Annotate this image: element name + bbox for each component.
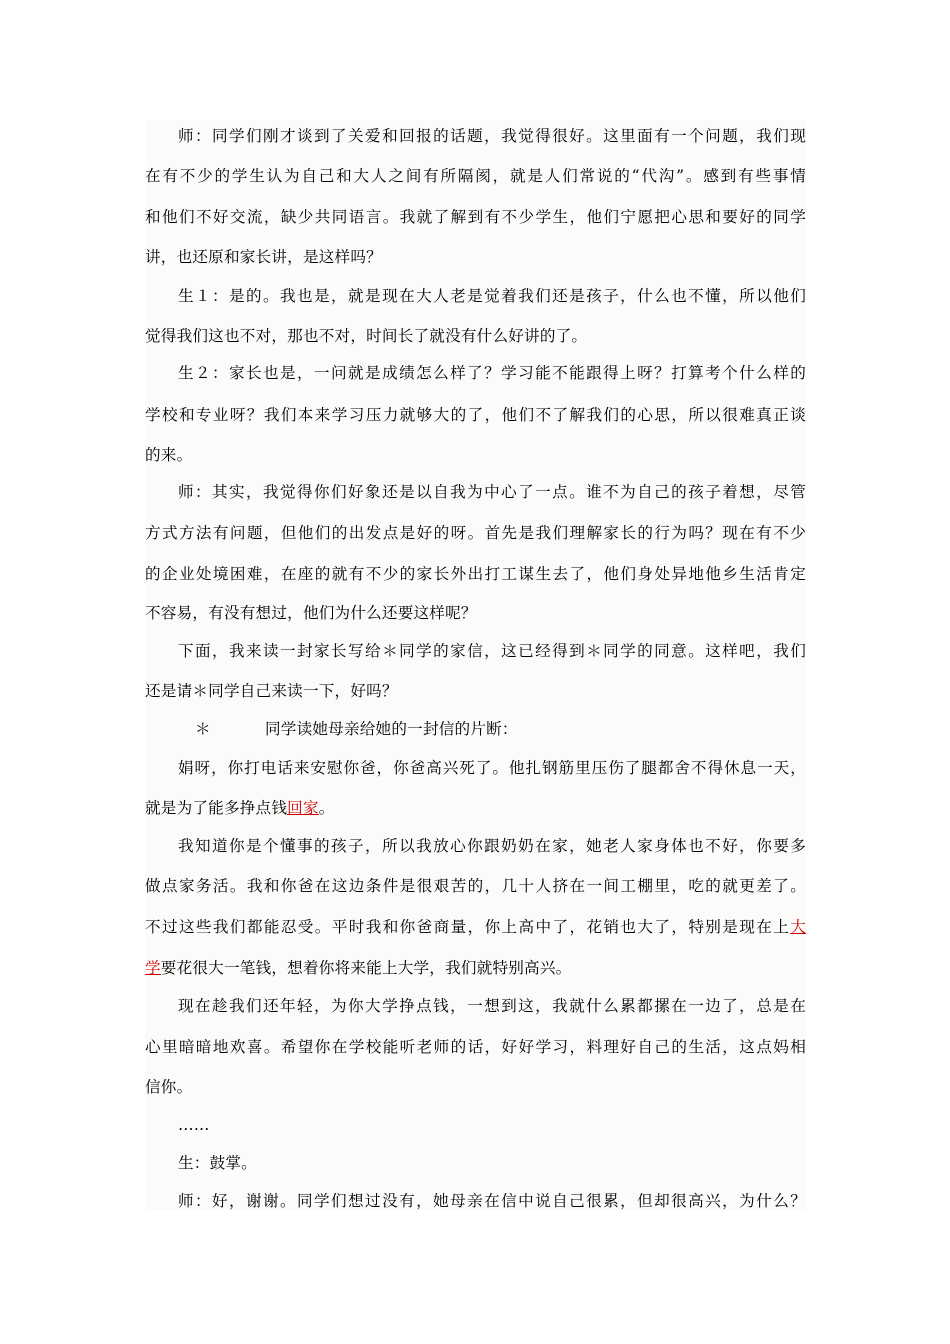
paragraph-student-1-line-1: 生１：是的。我也是，就是现在大人老是觉着我们还是孩子，什么也不懂，所以他们 [178,287,806,305]
paragraph-teacher-1-line-3: 和他们不好交流，缺少共同语言。我就了解到有不少学生，他们宁愿把心思和要好的同学 [145,208,806,226]
paragraph-teacher-2-line-2: 方式方法有问题，但他们的出发点是好的呀。首先是我们理解家长的行为吗？现在有不少 [145,524,806,542]
paragraph-letter-3-line-2: 心里暗暗地欢喜。希望你在学校能听老师的话，好好学习，料理好自己的生活，这点妈相 [145,1038,806,1056]
paragraph-student-2-line-3: 的来。 [145,446,193,464]
paragraph-student-1-line-2: 觉得我们这也不对，那也不对，时间长了就没有什么好讲的了。 [145,327,588,345]
paragraph-letter-2-line-2: 做点家务活。我和你爸在这边条件是很艰苦的，几十人挤在一间工棚里，吃的就更差了。 [145,877,806,895]
paragraph-letter-3-line-3: 信你。 [145,1078,193,1096]
paragraph-teacher-4: 师：好，谢谢。同学们想过没有，她母亲在信中说自己很累，但却很高兴，为什么？ [178,1192,806,1210]
paragraph-reading-intro [145,717,806,741]
paragraph-teacher-1-line-2: 在有不少的学生认为自己和大人之间有所隔阂，就是人们常说的“代沟”。感到有些事情 [145,167,806,185]
link-daxue-part-2[interactable]: 学 [145,959,161,977]
paragraph-letter-2-line-4 [145,956,806,980]
paragraph-letter-1-line-2 [145,796,806,820]
letter-text: 要花很大一笔钱，想着你将来能上大学，我们就特别高兴。 [160,959,572,977]
reading-intro-text: 同学读她母亲给她的一封信的片断： [265,720,518,738]
paragraph-teacher-2-line-4: 不容易，有没有想过，他们为什么还要这样呢？ [145,604,477,622]
ellipsis-line: …… [178,1116,210,1134]
link-daxue-part-1[interactable]: 大 [790,918,806,936]
paragraph-letter-2-line-1: 我知道你是个懂事的孩子，所以我放心你跟奶奶在家，她老人家身体也不好，你要多 [178,837,806,855]
letter-text: 就是为了能多挣点钱 [145,799,288,817]
paragraph-student-2-line-1: 生２：家长也是，一问就是成绩怎么样了？学习能不能跟得上呀？打算考个什么样的 [178,364,806,382]
paragraph-letter-2-line-3 [145,915,806,939]
paragraph-student-2-line-2: 学校和专业呀？我们本来学习压力就够大的了，他们不了解我们的心思，所以很难真正谈 [145,406,806,424]
letter-text: 。 [318,799,335,817]
paragraph-student-3: 生：鼓掌。 [178,1154,257,1172]
asterisk-placeholder: ＊ [195,720,211,738]
paragraph-teacher-3-line-1: 下面，我来读一封家长写给＊同学的家信，这已经得到＊同学的同意。这样吧，我们 [178,642,806,660]
paragraph-teacher-1-line-4: 讲，也还原和家长讲，是这样吗？ [145,248,382,266]
paragraph-teacher-2-line-3: 的企业处境困难，在座的就有不少的家长外出打工谋生去了，他们身处异地他乡生活肯定 [145,565,806,583]
letter-text: 不过这些我们都能忍受。平时我和你爸商量，你上高中了，花销也大了，特别是现在上 [145,918,791,936]
paragraph-teacher-1-line-1: 师：同学们刚才谈到了关爱和回报的话题，我觉得很好。这里面有一个问题，我们现 [178,127,806,145]
paragraph-teacher-2-line-1: 师：其实，我觉得你们好象还是以自我为中心了一点。谁不为自己的孩子着想，尽管 [178,483,806,501]
paragraph-letter-1-line-1: 娟呀，你打电话来安慰你爸，你爸高兴死了。他扎钢筋里压伤了腿都舍不得休息一天， [178,759,806,777]
paragraph-letter-3-line-1: 现在趁我们还年轻，为你大学挣点钱，一想到这，我就什么累都摞在一边了，总是在 [178,997,806,1015]
paragraph-teacher-3-line-2: 还是请＊同学自己来读一下，好吗？ [145,682,398,700]
link-huijia[interactable]: 回家 [287,799,319,817]
